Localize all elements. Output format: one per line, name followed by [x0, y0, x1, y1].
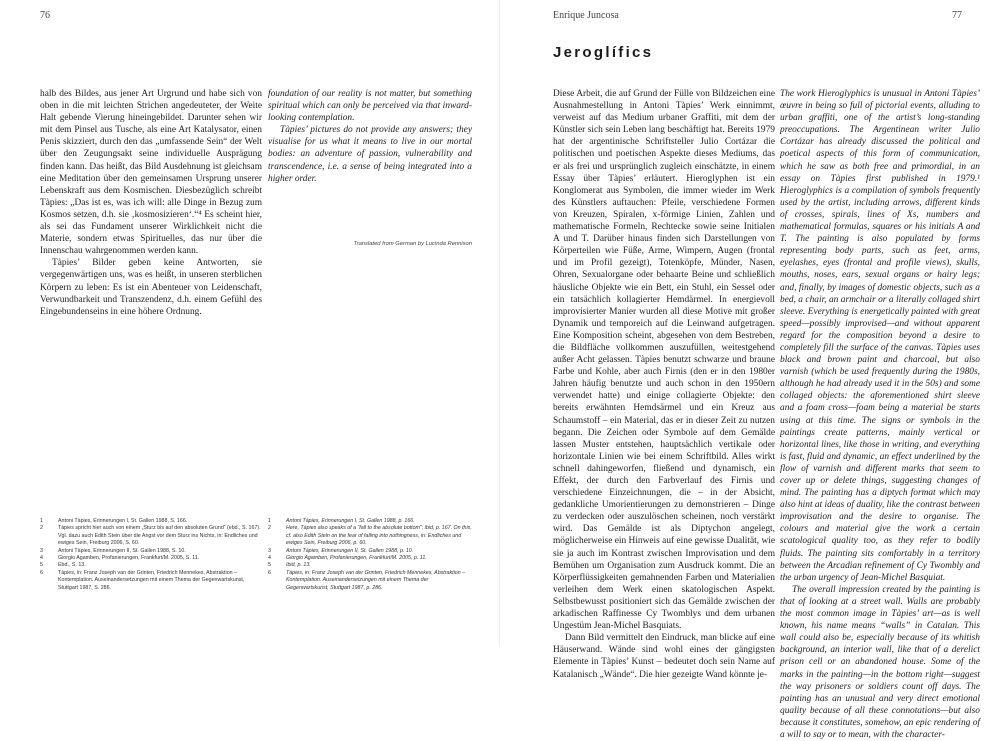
paragraph: foundation of our reality is not matter, but something spiritual which can only be perceived via that inward-looking contemplation.	[268, 89, 472, 124]
page-number-right: 77	[952, 10, 962, 21]
english-text-column-right	[780, 88, 980, 741]
footnote: 2 Here, Tàpies also speaks of a “fall to the absolute bottom”; ibid, p. 167. On this, cf. also Edith Stein on the fear of falling into nothingness, in: Endliches und ewiges Sein, Freiburg 2006, p. 60.	[268, 525, 472, 547]
german-text-column-right	[553, 88, 775, 681]
footnote: 5 Ibid, p. 13.	[268, 562, 311, 569]
paragraph: halb des Bildes, aus jener Art Urgrund und habe sich von oben in die mit leichten Strichen angedeuteter, der Weite Halt gebende Vierung hineingebildet. Darunter sehen wir mit dem Pinsel aus Tusche, als eine Art Katalysator, einen Penis skizziert, durch den das „umfassende Sein“ der Welt über den Zeugungsakt seine individuelle Ausprägung finden kann. Das heißt, das Bild Ausdehnung ist gleichsam eine Meditation über den gemeinsamen Ursprung unserer Lebenskraft aus dem Kosmischen. Diesbezüglich schreibt Tàpies: „Das ist es, was ich will: alle Dinge in Bezug zum Kosmos setzen, d.h. sie ‚kosmosizieren‘.“⁴ Es scheint hier, als sei das Fundament unserer Wirklichkeit nicht die Materie, sondern etwas Spirituelles, das nur über die Innenschau wahrgenommen werden kann.	[40, 89, 262, 257]
footnote: 6 Tàpies, in: Franz Joseph van der Grinten, Friedrich Mennekes, Abstraktion – Kontemplation. Auseinandersetzungen mit einem Thema der Gegenwartskunst, Stuttgart 1987, p. 286.	[268, 569, 466, 591]
paragraph: Dann Bild vermittelt den Eindruck, man blicke auf eine Häuserwand. Wände sind wohl eines der gängigsten Elemente in Tàpies’ Kunst – bedeutet doch sein Name auf Katalanisch „Wände“. Die hier gezeigte Wand könnte je-	[553, 633, 775, 680]
footnote: 3 Antoni Tàpies, Erinnerungen II, St. Gallen 1988, p. 10.	[268, 547, 414, 554]
german-footnotes	[40, 518, 262, 592]
paragraph: The work Hieroglyphics is unusual in Antoni Tàpies’ œuvre in being so full of pictorial events, alluding to urban graffiti, one of the artist’s long-standing preoccupations. The Argentinean writer Julio Cortázar has already discussed the political and poetical aspects of this form of communication, which he saw as both free and primordial, in an essay on Tàpies first published in 1979.¹ Hieroglyphics is a compilation of symbols frequently used by the artist, including arrows, different kinds of crosses, spirals, lines of Xs, numbers and mathematical formulas, squares or his initials A and T. The painting is also populated by forms representing body parts, such as feet, arms, eyelashes, eyes (frontal and profile views), skulls, mouths, noses, ears, sexual organs or hairy legs; and, finally, by images of domestic objects, such as a bed, a chair, an armchair or a literally collaged shirt sleeve. Everything is energetically painted with great speed—possibly improvised—and without apparent regard for the composition beyond a desire to completely fill the surface of the canvas. Tàpies uses black and brown paint and charcoal, but also varnish (which be used frequently during the 1980s, although he had already used it in the 50s) and some collaged objects: the aforementioned shirt sleeve and a foam cross—foam being a material be starts using at this time. The signs or symbols in the paintings create patterns, mainly vertical or horizontal lines, like those in writing, and everything is fast, fluid and dynamic, an effect underlined by the flow of varnish and different marks that seem to cover up or delete things, suggesting changes of mind. The painting has a diptych format which may also hint at ideas of duality, like the contrast between improvisation and the desire to organise. The colours and material give the work a certain scatological quality too, as they refer to bodily fluids. The painting sits comfortably in a territory between the Arcadian refinement of Cy Twombly and the urban urgency of Jean-Michel Basquiat.	[780, 89, 980, 583]
footnote: 3 Antoni Tàpies, Erinnerungen II, St. Gallen 1988, S. 10.	[40, 547, 186, 554]
paragraph: The overall impression created by the painting is that of looking at a street wall. Walls are probably the most common image in Tàpies’ art—as is well known, his name means “walls” in Catalan. This wall could also be, especially because of its whitish background, an interior wall, like that of a derelict prison cell or an abandoned house. Some of the marks in the painting—in the bottom right—suggest the way prisoners or soldiers count off days. The painting has an unusual and very direct emotional quality because of all these connotations—but also because it constitutes, somehow, an epic rendering of a will to say or to mean, with the character-	[780, 584, 980, 740]
running-head-author: Enrique Juncosa	[553, 10, 619, 21]
left-page	[0, 0, 500, 646]
footnote: 4 Giorgio Agamben, Profanierungen, Frankfurt/M. 2005, p. 11.	[268, 555, 427, 562]
right-page	[500, 0, 1000, 740]
section-heading: Jeroglífics	[553, 44, 654, 61]
paragraph: Tàpies’ Bilder geben keine Antworten, sie vergegenwärtigen uns, was es heißt, in unseren sterblichen Körpern zu leben: Es ist ein Abenteuer von Leidenschaft, Verwundbarkeit und Transzendenz, d.h. einem Gefühl des Eingebundenseins in eine höhere Ordnung.	[40, 258, 262, 317]
footnote: 1 Antoni Tàpies, Erinnerungen I, St. Gallen 1988, S. 166.	[40, 518, 188, 524]
english-footnotes	[268, 518, 472, 592]
translator-credit: Translated from German by Lucinda Rennison	[353, 241, 472, 247]
footnote: 2 Tàpies spricht hier auch von einem „Sturz bis auf den absoluten Grund“ (ebd., S. 167). Vgl. dazu auch Edith Stein über die Angst vor dem Sturz ins Nichts, in: Endliches und ewiges Sein, Freiburg 2006, S. 60.	[40, 525, 261, 547]
page-number-left: 76	[40, 10, 50, 21]
footnote: 5 Ebd., S. 13.	[40, 562, 86, 569]
english-text-column-left	[268, 88, 472, 185]
footnote: 1 Antoni Tàpies, Erinnerungen I, St. Gallen 1988, p. 166.	[268, 518, 415, 524]
german-text-column-left	[40, 88, 262, 318]
paragraph: Diese Arbeit, die auf Grund der Fülle von Bildzeichen eine Ausnahmestellung in Antoni Tàpies’ Werk einnimmt, verweist auf das Medium urbaner Graffiti, mit dem der Künstler sich sein Leben lang beschäftigt hat. Bereits 1979 hat der argentinische Schriftsteller Julio Cortázar die politischen und poetischen Aspekte dieses Mediums, das er als frei und ursprünglich zugleich einschätzte, in einem Essay über Tàpies’ erläutert. Hieroglyphen ist ein Konglomerat aus Symbolen, die immer wieder im Werk des Künstlers auftauchen: Pfeile, verschiedene Formen von Kreuzen, Spiralen, x-förmige Linien, Zahlen und mathematische Formeln, Rechtecke sowie seine Initialen A und T. Darüber hinaus finden sich Darstellungen von Körperteilen wie Füße, Arme, Wimpern, Augen (frontal und im Profil gezeigt), Totenköpfe, Münder, Nasen, Ohren, Sexualorgane oder behaarte Beine und schließlich häusliche Objekte wie ein Bett, ein Stuhl, ein Sessel oder ein tatsächlich kollagierter Hemdärmel. In energievoll improvisierter Manier wurden all diese Motive mit großer Dynamik und temporeich auf die Leinwand aufgetragen. Eine Komposition scheint, abgesehen von dem Bestreben, die Bildfläche vollkommen auszufüllen, weitestgehend außer Acht gelassen. Tàpies benutzt schwarze und braune Farbe und Kohle, aber auch Firnis (den er in den 1980er Jahren häufig benutzte und auch schon in den 1950ern verwendet hatte) und einige collagierte Objekte: den bereits erwähnten Hemdsärmel und ein Kreuz aus Schaumstoff – ein Material, das er in dieser Zeit zu nutzen begann. Die Zeichen oder Symbole auf dem Gemälde lassen Muster entstehen, hauptsächlich vertikale oder horizontale Linien wie bei einem Schriftbild. Alles wirkt schnell dahingeworfen, fließend und dynamisch, ein Effekt, der durch den Farbverlauf des Firnis und verschiedene Einzeichnungen, die – in der Absicht, gedankliche Umorientierungen zu demonstrieren – Dinge zu verdecken oder auszulöschen scheinen, noch verstärkt wird. Das Gemälde ist als Diptychon angelegt, möglicherweise ein Hinweis auf eine gewisse Dualität, wie sie ja auch im Kontrast zwischen Improvisation und dem Bemühen um Organisation zum Ausdruck kommt. Die an Körperflüssigkeiten gemahnenden Farben und Materialien verleihen dem Werk einen skatologischen Aspekt. Selbstbewusst positioniert sich das Gemälde zwischen der arkadischen Raffinesse Cy Twomblys und dem urbanen Ungestüm Jean-Michel Basquiats.	[553, 89, 775, 632]
paragraph: Tàpies’ pictures do not provide any answers; they visualise for us what it means to live in our mortal bodies: an adventure of passion, vulnerability and transcendence, i.e. a sense of being integrated into a higher order.	[268, 125, 472, 184]
footnote: 4 Giorgio Agamben, Profanierungen, Frankfurt/M. 2005, S. 11.	[40, 555, 200, 562]
footnote: 6 Tàpies, in: Franz Joseph van der Grinten, Friedrich Mennekes, Abstraktion – Kontemplation. Auseinandersetzungen mit einem Thema der Gegenwartskunst, Stuttgart 1987, S. 286.	[40, 569, 245, 591]
